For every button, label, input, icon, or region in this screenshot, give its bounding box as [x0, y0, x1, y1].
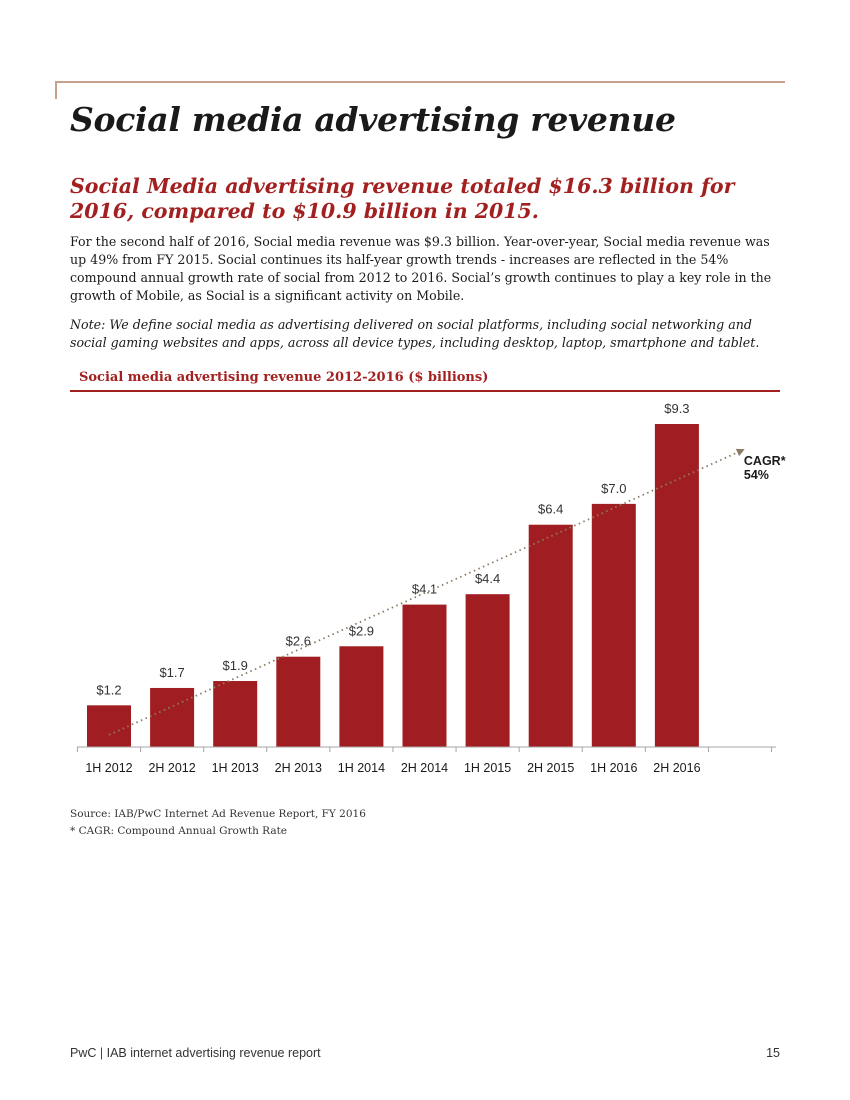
- body-paragraph: For the second half of 2016, Social media revenue was $9.3 billion. Year-over-year, Social media revenue was up 49% from FY 2015. Social continues its half-year growth trends - increases are reflected in the 54% compound annual growth rate of social from 2012 to 2016. Social’s growth continues to play a key role in the growth of Mobile, as Social is a significant activity on Mobile.: [70, 234, 772, 303]
- note-paragraph: Note: We define social media as advertising delivered on social platforms, including social networking and social gaming websites and apps, across all device types, including desktop, laptop, smartphone and tablet.: [70, 317, 760, 350]
- bar: [529, 525, 573, 747]
- cagr-label-group: [744, 454, 786, 482]
- bar-value-label: $1.7: [159, 664, 185, 680]
- bar-value-label: $4.4: [474, 571, 501, 587]
- footer-report-name: IAB internet advertising revenue report: [106, 1046, 321, 1060]
- bars-group: [87, 424, 699, 747]
- bar: [403, 605, 447, 747]
- bar: [276, 657, 320, 747]
- footer-separator: |: [99, 1046, 104, 1060]
- category-label: 1H 2016: [590, 761, 638, 775]
- page-subtitle: Social Media advertising revenue totaled $16.3 billion for 2016, compared to $10.9 billion in 2015.: [70, 174, 735, 223]
- bar: [150, 688, 194, 747]
- category-label: 1H 2015: [463, 761, 512, 775]
- bar-value-label: $2.6: [285, 633, 311, 649]
- bar: [339, 646, 383, 747]
- bar-value-label: $1.9: [222, 658, 248, 674]
- bar: [655, 424, 699, 747]
- bar-value-label: $1.2: [96, 682, 122, 698]
- bar: [213, 681, 257, 747]
- x-axis-group: [77, 747, 776, 752]
- category-label: 2H 2014: [400, 761, 449, 775]
- bar: [87, 705, 131, 747]
- bar-value-label: $6.4: [538, 501, 564, 517]
- bar: [592, 504, 636, 747]
- bar-value-label: $7.0: [601, 480, 627, 496]
- bar-value-label: $2.9: [348, 623, 375, 639]
- category-label: 1H 2014: [337, 761, 386, 775]
- bar: [466, 594, 510, 747]
- category-label: 2H 2015: [527, 761, 575, 775]
- category-label: 1H 2012: [85, 761, 133, 775]
- source-note: Source: IAB/PwC Internet Ad Revenue Report, FY 2016: [70, 808, 366, 820]
- chart-title: Social media advertising revenue 2012-2016 ($ billions): [79, 370, 489, 385]
- category-labels-group: [85, 761, 700, 775]
- page-number: 15: [766, 1046, 780, 1060]
- category-label: 2H 2016: [653, 761, 701, 775]
- category-label: 2H 2013: [274, 761, 322, 775]
- bar-value-label: $4.1: [411, 581, 438, 597]
- category-label: 1H 2013: [211, 761, 259, 775]
- cagr-value: 54%: [743, 468, 769, 482]
- cagr-footnote: * CAGR: Compound Annual Growth Rate: [70, 825, 288, 837]
- page-title: Social media advertising revenue: [70, 100, 676, 139]
- category-label: 2H 2012: [148, 761, 196, 775]
- cagr-label: CAGR*: [743, 454, 786, 468]
- bar-value-label: $9.3: [664, 401, 690, 416]
- page-footer: [70, 1046, 780, 1060]
- footer-brand: PwC: [70, 1046, 97, 1060]
